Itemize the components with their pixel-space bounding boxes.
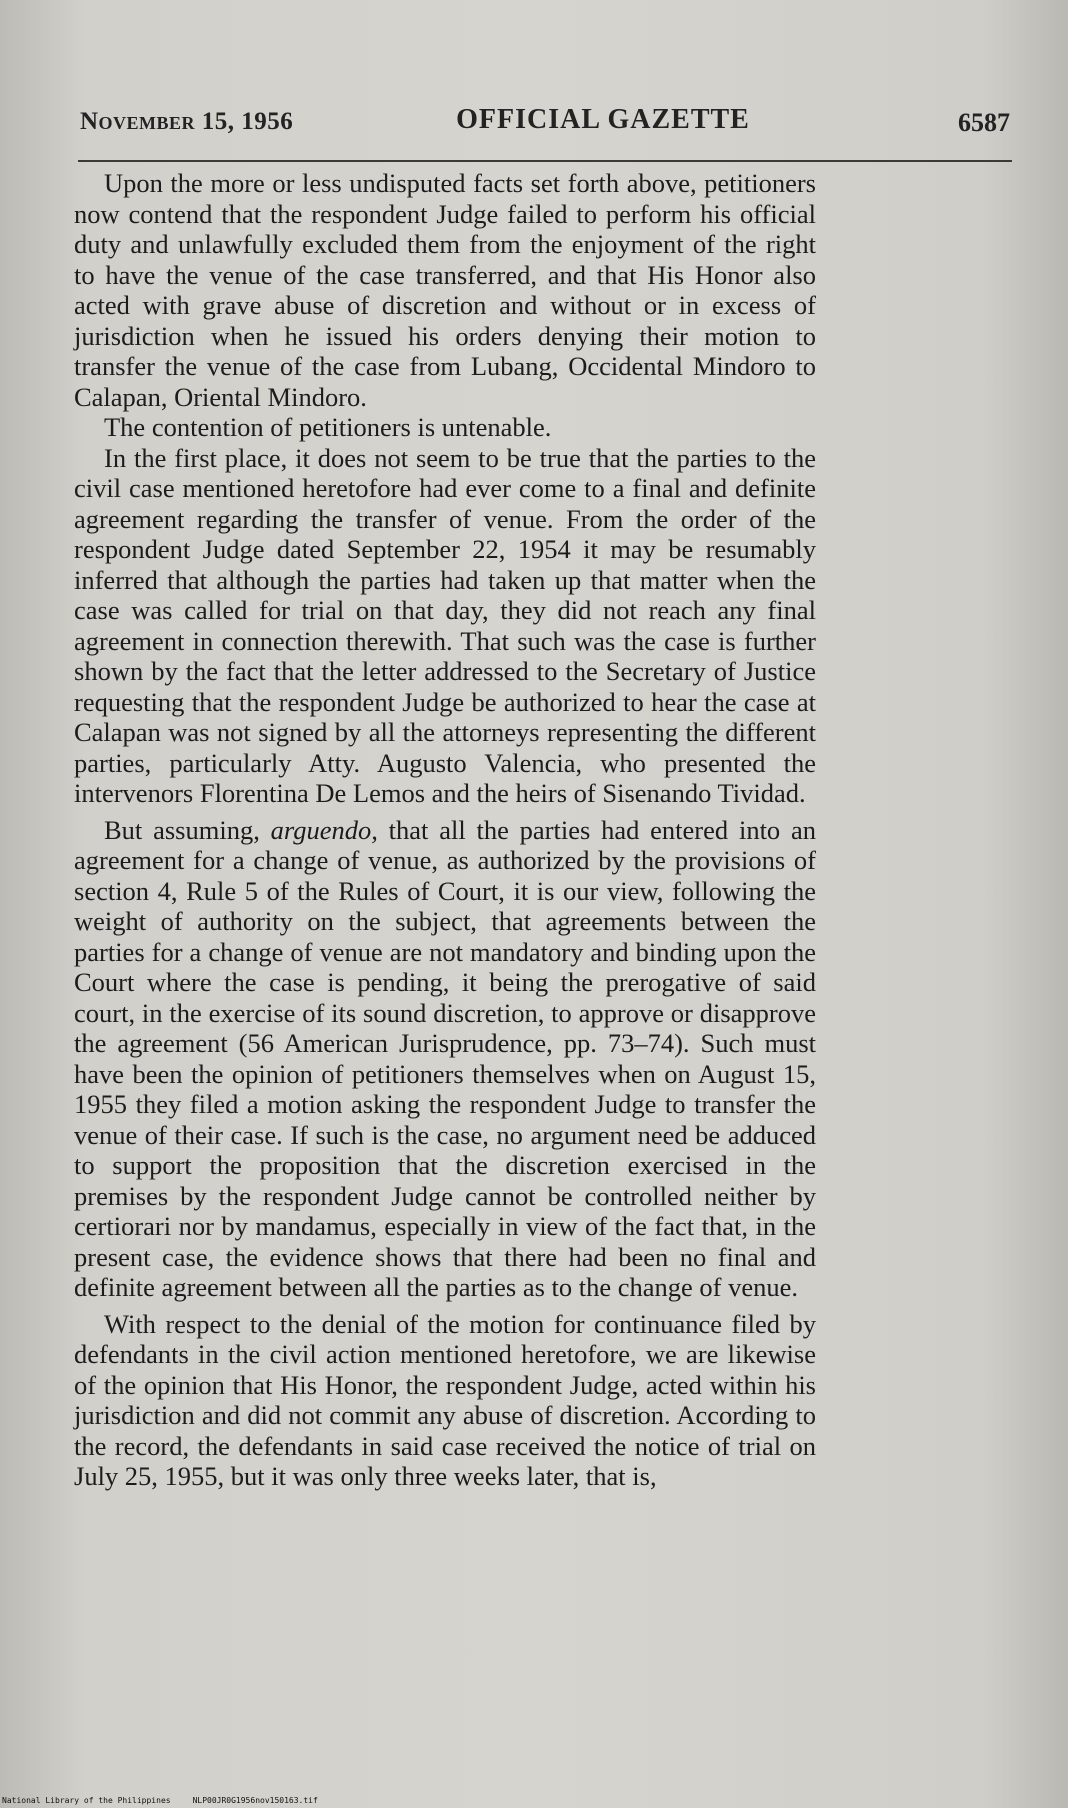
footer-file-id: NLP00JR0G1956nov150163.tif	[192, 1796, 318, 1805]
paragraph-text: But assuming,	[104, 814, 271, 845]
header-date: November 15, 1956	[80, 108, 294, 135]
header-title: OFFICIAL GAZETTE	[456, 104, 750, 135]
header-rule	[78, 160, 1012, 162]
body-text	[74, 168, 816, 1492]
paragraph	[74, 815, 816, 1303]
header-page-number: 6587	[958, 108, 1010, 137]
footer-library: National Library of the Philippines	[2, 1796, 171, 1805]
paragraph: The contention of petitioners is untenable.	[104, 412, 552, 442]
paragraph: With respect to the denial of the motion for continuance filed by defendants in the civil action mentioned heretofore, we are likewise of the opinion that His Honor, the respondent Judge, acted within his jurisdiction and did not commit any abuse of discretion. According to the record, the defendants in said case received the notice of trial on July 25, 1955, but it was only three weeks later, that is,	[74, 1308, 816, 1491]
paragraph-text: that all the parties had entered into an agreement for a change of venue, as authorized by the provisions of section 4, Rule 5 of the Rules of Court, it is our view, following the weight of authority on the subject, that agreements between the parties for a change of venue are not mandatory and binding upon the Court where the case is pending, it being the prerogative of said court, in the exercise of its sound discretion, to approve or disapprove the agreement (56 American Jurisprudence, pp. 73–74). Such must have been the opinion of petitioners themselves when on August 15, 1955 they filed a motion asking the respondent Judge to transfer the venue of their case. If such is the case, no argument need be adduced to support the proposition that the discretion exercised in the premises by the respondent Judge cannot be controlled neither by certiorari nor by mandamus, especially in view of the fact that, in the present case, the evidence shows that there had been no final and definite agreement between all the parties as to the change of venue.	[74, 814, 816, 1302]
paragraph: Upon the more or less undisputed facts set forth above, petitioners now contend that the respondent Judge failed to perform his official duty and unlawfully excluded them from the enjoyment of the right to have the venue of the case transferred, and that His Honor also acted with grave abuse of discretion and without or in excess of jurisdiction when he issued his orders denying their motion to transfer the venue of the case from Lubang, Occidental Mindoro to Calapan, Oriental Mindoro.	[74, 168, 816, 412]
paragraph: In the first place, it does not seem to be true that the parties to the civil case mentioned heretofore had ever come to a final and definite agreement regarding the transfer of venue. From the order of the respondent Judge dated September 22, 1954 it may be resumably inferred that although the parties had taken up that matter when the case was called for trial on that day, they did not reach any final agreement in connection therewith. That such was the case is further shown by the fact that the letter addressed to the Secretary of Justice requesting that the respondent Judge be authorized to hear the case at Calapan was not signed by all the attorneys representing the different parties, particularly Atty. Augusto Valencia, who presented the intervenors Florentina De Lemos and the heirs of Sisenando Tividad.	[74, 442, 816, 808]
page-header	[78, 104, 1012, 150]
italic-term: arguendo,	[270, 814, 378, 845]
scan-footer	[2, 1796, 340, 1805]
